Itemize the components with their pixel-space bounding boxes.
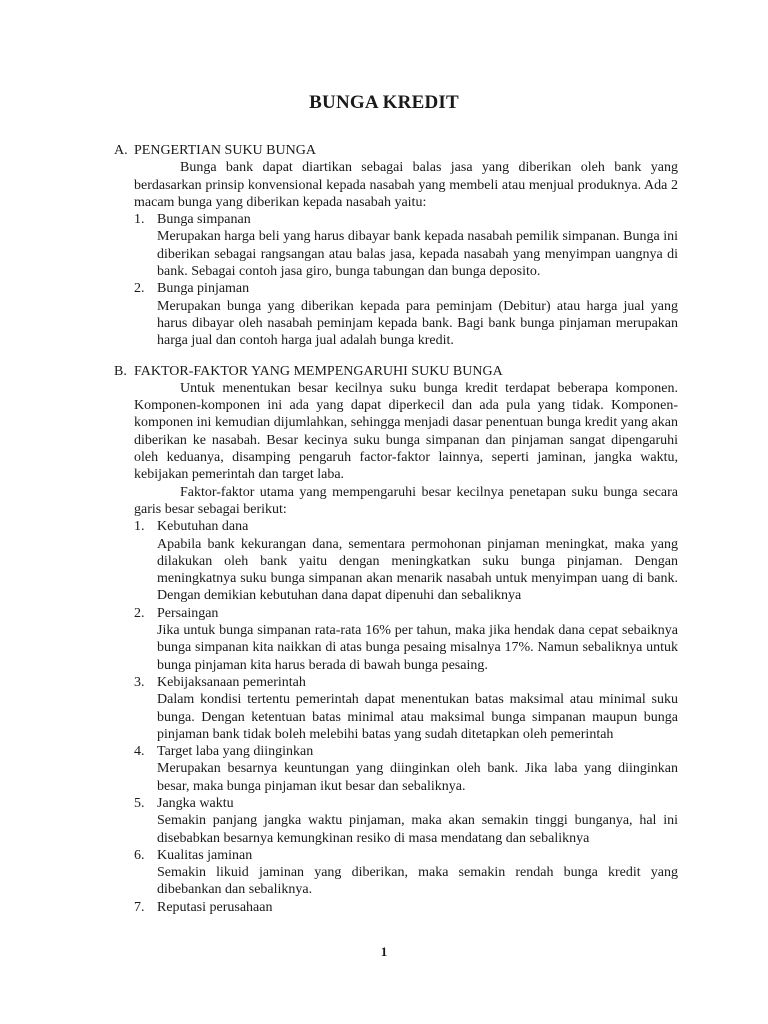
section-heading [114,363,678,380]
list-number: 6. [134,847,145,863]
list-item-title: Persaingan [157,605,219,621]
list-number: 3. [134,674,145,690]
paragraph: Bunga bank dapat diartikan sebagai balas jasa yang diberikan oleh bank yang berdasarkan prinsip konvensional kepada nasabah yang membeli atau menjual produknya. Ada 2 macam bunga yang diberikan kepada nasabah yaitu: [134,160,678,210]
section-letter: B. [114,363,127,379]
list-number: 2. [134,281,145,297]
list-item [134,743,678,795]
list-item-description: Merupakan bunga yang diberikan kepada para peminjam (Debitur) atau harga jual yang harus dibayar oleh nasabah peminjam kepada bank. Bagi bank bunga pinjaman merupakan harga jual dan contoh harga jual adalah bunga kredit. [157,298,678,349]
list-item [134,280,678,349]
list-item-body [157,743,678,795]
list-item-body [157,674,678,743]
list-item-description: Semakin panjang jangka waktu pinjaman, maka akan semakin tinggi bunganya, hal ini disebabkan besarnya kemungkinan resiko di masa mendatang dan sebaliknya [157,813,678,846]
list-number: 1. [134,519,145,535]
list-item-title: Target laba yang diinginkan [157,744,314,760]
list-item-description: Merupakan besarnya keuntungan yang diinginkan oleh bank. Jika laba yang diinginkan besar, maka bunga pinjaman ikut besar dan sebaliknya. [157,761,678,794]
list-item-description: Jika untuk bunga simpanan rata-rata 16% per tahun, maka jika hendak dana cepat sebaiknya bunga simpanan kita naikkan di atas bunga pesaing misalnya 17%. Namun sebaliknya untuk bunga pinjaman kita harus berada di bawah bunga pesaing. [157,623,678,673]
list-item-body [157,280,678,349]
list-number: 4. [134,744,145,760]
list-number: 7. [134,899,145,915]
list-item-title: Bunga simpanan [157,212,251,228]
list-item [134,674,678,743]
list-item-body [157,518,678,604]
list-item-title: Bunga pinjaman [157,281,250,297]
section-heading-text: PENGERTIAN SUKU BUNGA [134,143,316,158]
list-item-title: Kebijaksanaan pemerintah [157,674,306,690]
list-item-description: Dalam kondisi tertentu pemerintah dapat menentukan batas maksimal atau minimal suku bunga. Dengan ketentuan batas minimal atau maksimal bunga simpanan maupun bunga pinjaman bank tidak boleh melebihi batas yang sudah ditetapkan oleh pemerintah [157,692,678,742]
list-item-title: Jangka waktu [157,795,234,811]
list-item-body [157,899,678,916]
page-number: 1 [380,944,388,959]
section-letter: A. [114,143,128,158]
document-body [114,142,678,916]
list-item-description: Apabila bank kekurangan dana, sementara permohonan pinjaman meningkat, maka yang dilakukan oleh bank yaitu dengan meningkatkan suku bunga pinjaman. Dengan meningkatnya suku bunga simpanan akan menarik nasabah untuk menyimpan uang di bank. Dengan demikian kebutuhan dana dapat dipenuhi dan sebaliknya [157,536,678,604]
document-title: BUNGA KREDIT [309,92,459,113]
list-number: 5. [134,795,145,811]
section-a [114,142,678,350]
list-item [134,518,678,604]
list-item-title: Kualitas jaminan [157,847,253,863]
list-item-title: Kebutuhan dana [157,519,249,535]
list-item [134,795,678,847]
list-item-body [157,211,678,280]
numbered-list [134,211,678,349]
list-item [134,605,678,674]
list-number: 1. [134,212,145,228]
list-item [134,211,678,280]
list-item-description: Semakin likuid jaminan yang diberikan, maka semakin rendah bunga kredit yang dibebankan dan sebaliknya. [157,865,678,898]
numbered-list [134,518,678,916]
paragraph: Untuk menentukan besar kecilnya suku bunga kredit terdapat beberapa komponen. Komponen-komponen ini ada yang dapat diperkecil dan ada pula yang tidak. Komponen-komponen ini kemudian dijumlahkan, sehingga menjadi dasar penentuan bunga kredit yang akan diberikan ke nasabah. Besar kecinya suku bunga simpanan dan pinjaman sangat dipengaruhi oleh keduanya, disamping pengaruh factor-faktor lainnya, seperti jaminan, jangka waktu, kebijakan pemerintah dan target laba. [134,380,678,483]
list-item-body [157,795,678,847]
list-item-title: Reputasi perusahaan [157,899,273,915]
list-number: 2. [134,605,145,621]
section-heading-text: FAKTOR-FAKTOR YANG MEMPENGARUHI SUKU BUNGA [134,363,503,379]
list-item-body [157,847,678,899]
section-b [114,363,678,917]
list-item-description: Merupakan harga beli yang harus dibayar bank kepada nasabah pemilik simpanan. Bunga ini diberikan sebagai rangsangan atau balas jasa, kepada nasabah yang menyimpan uangnya di bank. Sebagai contoh jasa giro, bunga tabungan dan bunga deposito. [157,229,678,280]
paragraph: Faktor-faktor utama yang mempengaruhi besar kecilnya penetapan suku bunga secara garis besar sebagai berikut: [134,484,678,517]
list-item [134,899,678,916]
list-item-body [157,605,678,674]
section-heading [114,142,678,159]
list-item [134,847,678,899]
